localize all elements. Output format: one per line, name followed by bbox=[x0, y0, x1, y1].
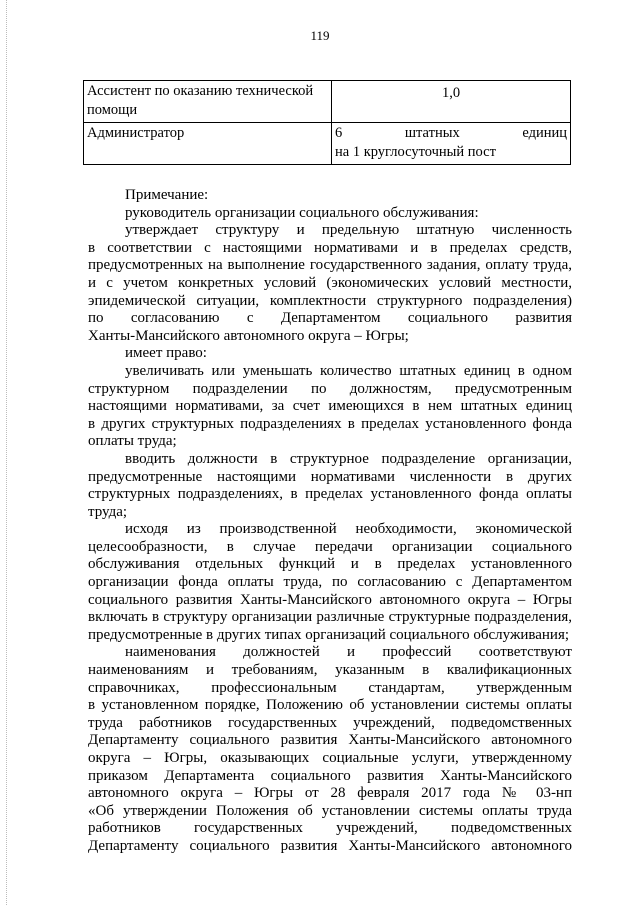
body-line: исходя из производственной необходимости, экономической bbox=[125, 521, 572, 538]
body-line: увеличивать или уменьшать количество штатных единиц в одном bbox=[125, 362, 572, 379]
body-line: труда работников государственных учреждений, подведомственных bbox=[88, 714, 572, 731]
position-cell bbox=[84, 123, 332, 165]
position-cell bbox=[84, 81, 332, 123]
body-line: в установленном порядке, Положению об установлении системы оплаты bbox=[88, 697, 572, 714]
value-text: 1,0 bbox=[441, 85, 461, 101]
table-row bbox=[84, 81, 571, 123]
body-line: по согласованию с Департаментом социального развития bbox=[88, 310, 572, 327]
position-text: Ассистент по оказанию технической bbox=[87, 83, 314, 99]
value-text-line: на 1 круглосуточный пост bbox=[335, 144, 496, 160]
body-line: социального развития Ханты-Мансийского автономного округа – Югры bbox=[88, 591, 572, 608]
body-line: вводить должности в структурное подразделение организации, bbox=[125, 450, 572, 467]
body-line: работников государственных учреждений, подведомственных bbox=[88, 820, 572, 837]
body-line: округа – Югры, оказывающих социальные услуги, утвержденному bbox=[88, 750, 572, 766]
body-line: труда; bbox=[88, 503, 128, 520]
value-cell bbox=[332, 123, 571, 165]
body-line: предусмотренные в других типах организаций социального обслуживания; bbox=[88, 626, 570, 643]
body-line: справочниках, профессиональным стандартам, утвержденным bbox=[88, 679, 572, 696]
body-line: предусмотренные настоящими нормативами численности в других bbox=[88, 468, 572, 485]
body-line: «Об утверждении Положения об установлении системы оплаты труда bbox=[88, 802, 572, 819]
page-number: 119 bbox=[310, 28, 330, 43]
body-line: Ханты-Мансийского автономного округа – Югры; bbox=[88, 327, 409, 344]
position-text: Администратор bbox=[87, 125, 185, 141]
body-line: наименованиям и требованиям, указанным в квалификационных bbox=[88, 662, 572, 679]
body-line: в других структурных подразделениях в пределах установленного фонда bbox=[88, 415, 572, 432]
body-line: обслуживания отдельных функций и в пределах установленного bbox=[88, 556, 572, 573]
body-line: и с учетом конкретных условий (экономических условий местности, bbox=[88, 274, 572, 291]
value-cell bbox=[332, 81, 571, 123]
body-line: приказом Департамента социального развития Ханты-Мансийского bbox=[88, 767, 572, 784]
body-line: Примечание: bbox=[125, 187, 209, 203]
body-line: утверждает структуру и предельную штатную численность bbox=[125, 222, 572, 239]
body-line: эпидемической ситуации, комплектности структурного подразделения) bbox=[88, 292, 572, 309]
body-line: организации фонда оплаты труда, по согласованию с Департаментом bbox=[88, 574, 572, 591]
table-row bbox=[84, 123, 571, 165]
body-line: включать в структуру организации различные структурные подразделения, bbox=[88, 609, 572, 626]
value-text-line: 6 штатных единиц bbox=[335, 125, 567, 141]
body-line: Департаменту социального развития Ханты-Мансийского автономного bbox=[88, 732, 572, 749]
body-line: имеет право: bbox=[125, 345, 207, 362]
body-line: автономного округа – Югры от 28 февраля 2017 года № 03-нп bbox=[88, 785, 572, 802]
body-line: предусмотренных на выполнение государственного задания, оплату труда, bbox=[88, 257, 572, 274]
body-line: руководитель организации социального обслуживания: bbox=[125, 204, 479, 221]
note-body bbox=[88, 187, 572, 856]
body-line: наименования должностей и профессий соответствуют bbox=[125, 644, 572, 661]
body-line: Департаменту социального развития Ханты-Мансийского автономного bbox=[88, 837, 572, 854]
position-text: помощи bbox=[87, 102, 138, 118]
body-line: структурных подразделениях, в пределах установленного фонда оплаты bbox=[88, 486, 572, 503]
page-edge-line bbox=[6, 0, 8, 905]
staffing-table bbox=[83, 80, 571, 165]
body-line: в соответствии с настоящими нормативами и в пределах средств, bbox=[88, 239, 572, 256]
body-line: структурном подразделении по должностям, предусмотренным bbox=[88, 380, 572, 397]
body-line: оплаты труда; bbox=[88, 433, 177, 450]
body-line: целесообразности, в случае передачи организации социального bbox=[88, 538, 572, 555]
body-line: настоящими нормативами, за счет имеющихся в нем штатных единиц bbox=[88, 398, 572, 415]
